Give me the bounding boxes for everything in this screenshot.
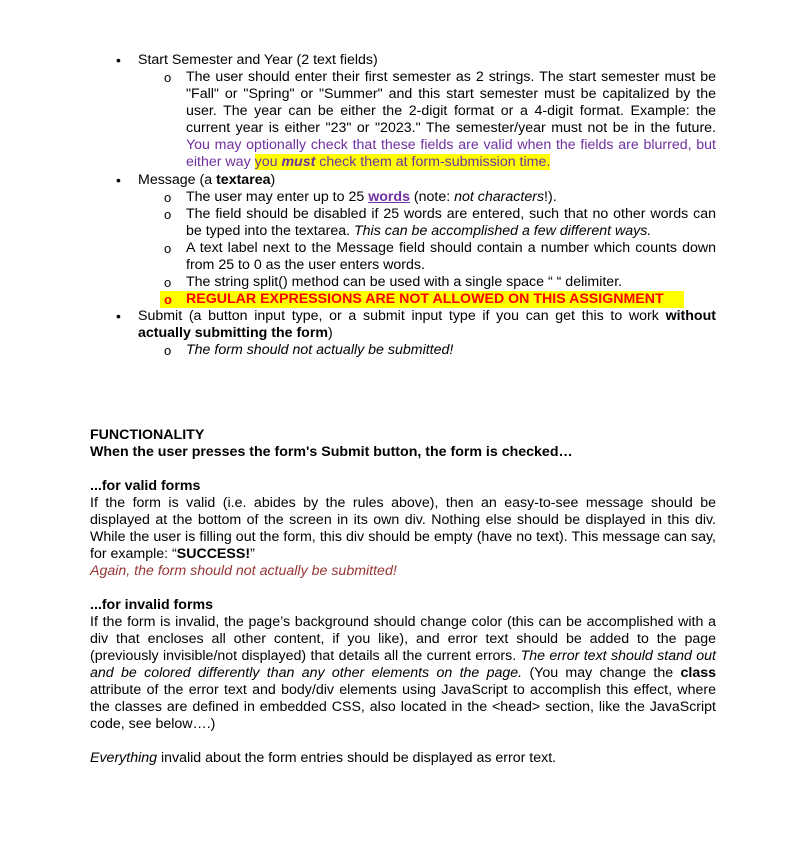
message-rule-counter: A text label next to the Message field should contain a number which counts down from 25 to 0 as the user enters words. (186, 240, 716, 273)
submit-title: Submit (a button input type, or a submit input type if you can get this to work without actually submitting the form) (138, 308, 716, 341)
highlight-must-check: you must check them at form-submission time. (254, 154, 551, 170)
message-rule-words: The user may enter up to 25 words (note: not characters!). (186, 189, 557, 205)
optional-check-note: You may optionally check that these fields are valid when the fields are blurred, but either way (186, 137, 716, 170)
invalid-paragraph: If the form is invalid, the page’s background should change color (this can be accomplished with a div that encloses all other content, if you like), and error text should be added to the page (previously invisible/not displayed) that details all the current errors. The error text should stand out and be colored differently than any other elements on the page. (You may change the class attribute of the error text and body/div elements using JavaScript to accomplish this effect, where the classes are defined in embedded CSS, also located in the <head> section, like the JavaScript code, see below….) (90, 614, 716, 732)
everything-invalid-note: Everything invalid about the form entries should be displayed as error text. (90, 750, 557, 766)
valid-heading: ...for valid forms (90, 478, 201, 494)
sub-marker: o (164, 292, 172, 307)
sub-marker: o (164, 70, 172, 85)
regex-warning: REGULAR EXPRESSIONS ARE NOT ALLOWED ON THIS ASSIGNMENT (186, 291, 664, 307)
words-link[interactable]: words (368, 189, 410, 205)
semester-rule-text: The user should enter their first semester as 2 strings. The start semester must be "Fall" or "Spring" or "Summer" and this start semester must be capitalized by the user. The year can be either the 2-digit format or a 4-digit format. Example: the current year is either "23" or "2023." The semester/year must not be in the future. You may optionally check that these fields are valid when the fields are blurred, but either way you must check them at form-submission time. (186, 69, 716, 170)
bullet-marker: • (116, 308, 121, 324)
message-rule-split: The string split() method can be used with a single space “ “ delimiter. (186, 274, 623, 290)
functionality-subheading: When the user presses the form's Submit button, the form is checked… (90, 444, 573, 460)
submit-note: The form should not actually be submitted! (186, 342, 454, 358)
valid-again-note: Again, the form should not actually be submitted! (90, 563, 397, 579)
functionality-heading: FUNCTIONALITY (90, 427, 205, 443)
sub-marker: o (164, 207, 172, 222)
sub-marker: o (164, 190, 172, 205)
semester-title: Start Semester and Year (2 text fields) (138, 52, 378, 68)
message-rule-disable: The field should be disabled if 25 words are entered, such that no other words can be typed into the textarea. This can be accomplished a few different ways. (186, 206, 716, 239)
bullet-marker: • (116, 172, 121, 188)
invalid-heading: ...for invalid forms (90, 597, 213, 613)
message-title: Message (a textarea) (138, 172, 276, 188)
sub-marker: o (164, 275, 172, 290)
valid-paragraph: If the form is valid (i.e. abides by the rules above), then an easy-to-see message should be displayed at the bottom of the screen in its own div. Nothing else should be displayed in this div. While the user is filling out the form, this div should be empty (have no text). This message can say, for example: “SUCCESS!” (90, 495, 716, 562)
sub-marker: o (164, 241, 172, 256)
bullet-marker: • (116, 52, 121, 68)
sub-marker: o (164, 343, 172, 358)
